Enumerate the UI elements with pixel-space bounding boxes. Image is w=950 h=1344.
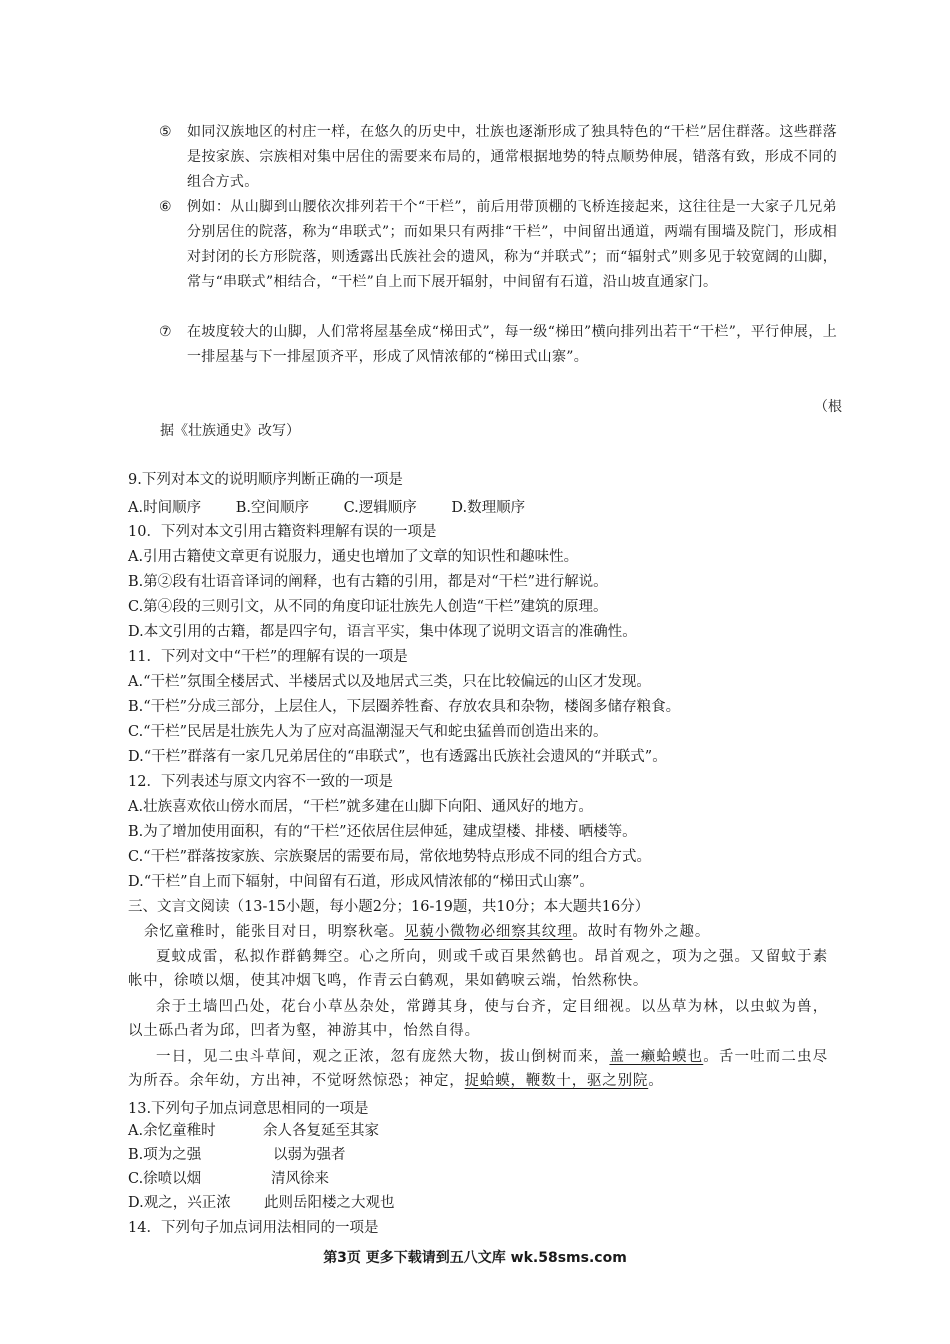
option-b: 以弱为强者 — [273, 1147, 346, 1163]
option: B.“干栏”分成三部分，上层住人，下层圈养牲畜、存放农具和杂物，楼阁多储存粮食。 — [128, 699, 681, 715]
question-13-stem: 13.下列句子加点词意思相同的一项是 — [128, 1101, 369, 1117]
underlined-sentence: 盖一癞蛤蟆也 — [609, 1049, 704, 1065]
option: D.“干栏”自上而下辐射，中间留有石道，形成风情浓郁的“梯田式山寨”。 — [128, 874, 594, 890]
option-a: C.徐喷以烟 — [128, 1171, 202, 1187]
option-pair — [128, 1167, 329, 1188]
option: A.时间顺序 — [128, 500, 202, 516]
prose-text: 余忆童稚时，能张目对日，明察秋毫。 — [144, 924, 405, 940]
page-footer: 第3页 更多下载请到五八文库 wk.58sms.com — [323, 1250, 627, 1266]
option: D.数理顺序 — [451, 500, 526, 516]
option: A.引用古籍使文章更有说服力，通史也增加了文章的知识性和趣味性。 — [128, 549, 579, 565]
source-note-part2: 据《壮族通史》改写） — [160, 423, 300, 439]
option-b: 清风徐来 — [271, 1171, 329, 1187]
prose-text: 。 — [648, 1073, 664, 1089]
option: D.“干栏”群落有一家几兄弟居住的“串联式”，也有透露出氏族社会遗风的“并联式”。 — [128, 749, 667, 765]
option: B.第②段有壮语音译词的阐释，也有古籍的引用，都是对“干栏”进行解说。 — [128, 574, 608, 590]
question-11-stem: 11．下列对文中“干栏”的理解有误的一项是 — [128, 649, 408, 665]
prose-paragraph-3: 余于土墙凹凸处，花台小草丛杂处，常蹲其身，使与台齐，定目细视。以丛草为林，以虫蚁为兽，以土砾凸者为邱，凹者为壑，神游其中，怡然自得。 — [128, 999, 828, 1039]
paragraph-number: ⑦ — [159, 324, 172, 340]
question-14-stem: 14．下列句子加点词用法相同的一项是 — [128, 1220, 379, 1236]
source-note-part1: （根 — [814, 399, 842, 415]
paragraph-number: ⑥ — [159, 199, 172, 215]
question-12-stem: 12．下列表述与原文内容不一致的一项是 — [128, 774, 393, 790]
option-a: D.观之，兴正浓 — [128, 1195, 231, 1211]
option: C.逻辑顺序 — [343, 500, 417, 516]
paragraph-number: ⑤ — [159, 124, 172, 140]
prose-text: 。故时有物外之趣。 — [572, 924, 711, 940]
option-b: 此则岳阳楼之大观也 — [264, 1195, 395, 1211]
prose-paragraph-4 — [128, 1045, 828, 1093]
option: C.“干栏”民居是壮族先人为了应对高温潮湿天气和蛇虫猛兽而创造出来的。 — [128, 724, 608, 740]
prose-text: 。舌一吐而二虫尽为所吞。余年幼，方出神，不觉呀然惊恐；神定， — [128, 1049, 828, 1089]
option: C.第④段的三则引文，从不同的角度印证壮族先人创造“干栏”建筑的原理。 — [128, 599, 608, 615]
option: A.壮族喜欢依山傍水而居，“干栏”就多建在山脚下向阳、通风好的地方。 — [128, 799, 593, 815]
prose-paragraph-1 — [128, 920, 828, 944]
paragraph-6 — [159, 195, 837, 295]
paragraph-text: 例如：从山脚到山腰依次排列若干个“干栏”，前后用带顶棚的飞桥连接起来，这往往是一大家子几兄弟分别居住的院落，称为“串联式”；而如果只有两排“干栏”，中间留出通道，两端有围墙及院门，形成相对封闭的长方形院落，则透露出氏族社会的遗风，称为“并联式”；而“辐射式”则多见于较宽阔的山脚，常与“串联式”相结合，“干栏”自上而下展开辐射，中间留有石道，沿山坡直通家门。 — [187, 199, 837, 290]
underlined-sentence: 捉蛤蟆，鞭数十，驱之别院 — [464, 1073, 649, 1089]
option: D.本文引用的古籍，都是四字句，语言平实，集中体现了说明文语言的准确性。 — [128, 624, 637, 640]
option: C.“干栏”群落按家族、宗族聚居的需要布局，常依地势特点形成不同的组合方式。 — [128, 849, 652, 865]
option-pair — [128, 1191, 395, 1212]
option-pair — [128, 1119, 379, 1140]
question-9-stem: 9.下列对本文的说明顺序判断正确的一项是 — [128, 472, 403, 488]
prose-paragraph-2: 夏蚊成雷，私拟作群鹤舞空。心之所向，则或千或百果然鹤也。昂首观之，项为之强。又留蚊于素帐中，徐喷以烟，使其冲烟飞鸣，作青云白鹤观，果如鹤唳云端，怡然称快。 — [128, 949, 828, 989]
option-a: A.余忆童稚时 — [128, 1123, 216, 1139]
option-b: 余人各复延至其家 — [263, 1123, 379, 1139]
paragraph-5 — [159, 120, 837, 195]
option: A.“干栏”氛围全楼居式、半楼居式以及地居式三类，只在比较偏远的山区才发现。 — [128, 674, 651, 690]
paragraph-7 — [159, 320, 837, 370]
paragraph-text: 在坡度较大的山脚，人们常将屋基垒成“梯田式”，每一级“梯田”横向排列出若干“干栏”，平行伸展，上一排屋基与下一排屋顶齐平，形成了风情浓郁的“梯田式山寨”。 — [187, 324, 837, 365]
question-9-options — [128, 496, 555, 517]
prose-text: 一日，见二虫斗草间，观之正浓，忽有庞然大物，拔山倒树而来， — [156, 1049, 610, 1065]
question-10-stem: 10．下列对本文引用古籍资料理解有误的一项是 — [128, 524, 437, 540]
section-heading: 三、文言文阅读（13-15小题，每小题2分；16-19题，共10分；本大题共16分） — [128, 899, 650, 915]
option-a: B.项为之强 — [128, 1147, 202, 1163]
option-pair — [128, 1143, 346, 1164]
underlined-sentence: 见藐小微物必细察其纹理 — [404, 924, 573, 940]
paragraph-text: 如同汉族地区的村庄一样，在悠久的历史中，壮族也逐渐形成了独具特色的“干栏”居住群落。这些群落是按家族、宗族相对集中居住的需要来布局的，通常根据地势的特点顺势伸展，错落有致，形成不同的组合方式。 — [187, 124, 837, 190]
option: B.空间顺序 — [235, 500, 309, 516]
option: B.为了增加使用面积，有的“干栏”还依居住层伸延，建成望楼、排楼、晒楼等。 — [128, 824, 637, 840]
